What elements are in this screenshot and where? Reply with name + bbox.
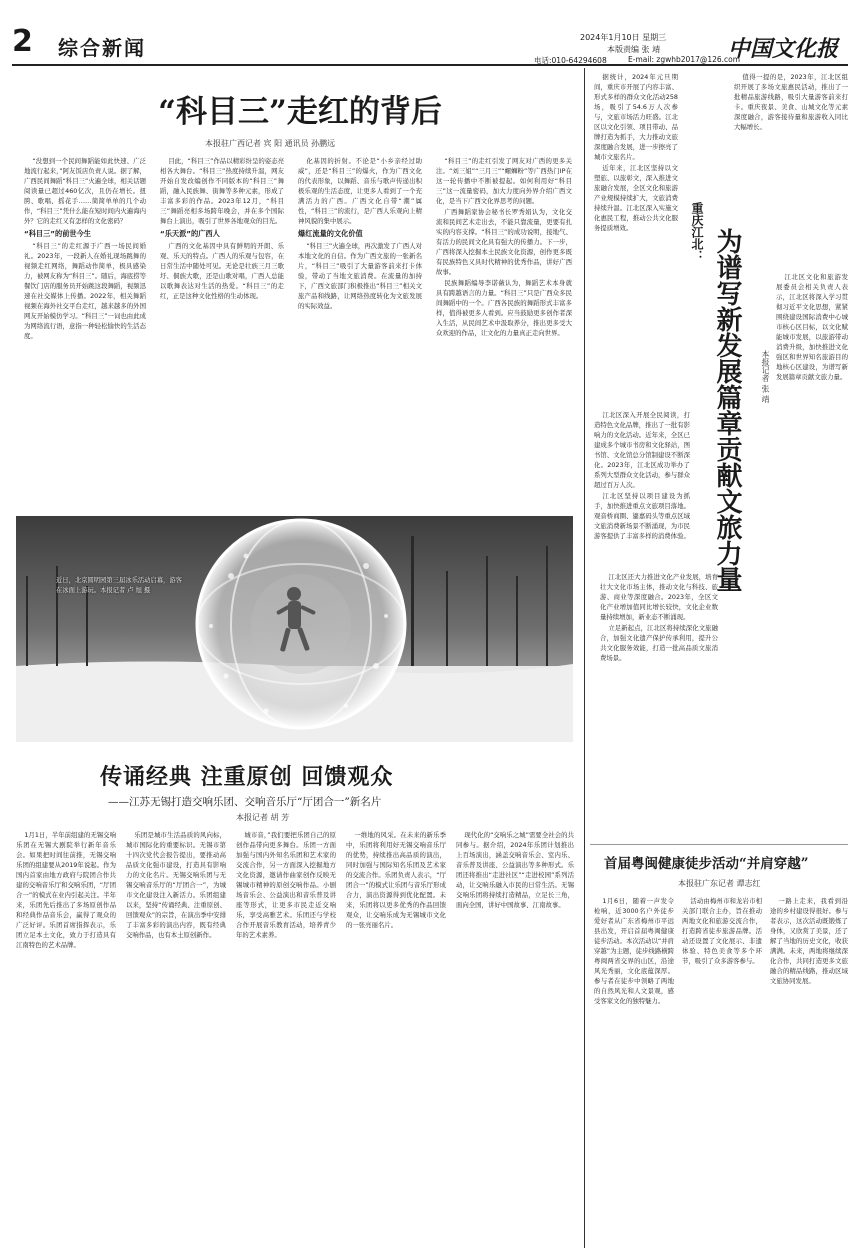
article1-col4c-text: 民族舞蹈编导李诺薇认为，舞蹈艺术本身就具有跨越语言的力量。“科目三”只是广西众多民间舞蹈中的一个。广西各民族的舞蹈形式丰富多样，值得被更多人看到。应当鼓励更多创作者深入生活，从民间艺术中汲取养分，推出更多受大众欢迎的作品，让文化的力量真正走向世界。 [436, 279, 572, 337]
email-line: E-mail: zgwhb2017@126.com [628, 55, 741, 64]
article2-col2-text: 乐团是城市生活品质的风向标，城市国际化的重要标识。无锡市第十四次党代会报告提出，要推动高品质文化强市建设，打造具有影响力的文化名片。无锡交响乐团与无锡交响音乐厅的“厅团合一”，为城市文化建设注入新活力。乐团组建以来，坚持“传诵经典、注重原创、回馈观众”的宗旨，在演出季中安排了丰富多彩的演出内容，既有经典交响作品，也有本土原创新作。 [126, 831, 226, 939]
article1-subhead-3: 爆红流量的文化价值 [298, 229, 363, 238]
article3-byline: 本报记者 张 靖 [761, 350, 770, 404]
newspaper-logo: 中国文化报 [728, 36, 839, 62]
date-line: 2024年1月10日 星期三 [580, 33, 667, 42]
news-photo [16, 516, 573, 742]
article1-subhead-2: “乐天派”的广西人 [160, 229, 220, 238]
article3-title-small: 重庆江北： [690, 202, 704, 262]
article4-column-2 [682, 896, 762, 1248]
article2-column-3 [236, 830, 336, 1248]
article3-col1-text: 据统计，2024年元旦期间，重庆市开展了内容丰富、形式多样的群众文化活动258场，吸引了54.6万人次参与，文旅市场活力旺盛。江北区以文化引领、项目带动、品牌打造为抓手，大力推动文旅深度融合发展，进一步擦亮了城市文旅名片。 [594, 73, 678, 161]
article1-col2b-text: 广西的文化基因中具有鲜明的开朗、乐观、乐天的特点。广西人的乐观与包容，在日常生活中随处可见。无论是壮族三月三歌圩、侗族大歌，还是山歌对唱，广西人总能以歌舞表达对生活的热爱。“科目三”的走红，正是这种文化性格的生动体现。 [160, 242, 284, 300]
article3-col2-text: 江北区深入开展全民阅读，打造特色文化品牌，推出了一批有影响力的文化活动。近年来，全区已建成多个城市书房和文化驿站，图书馆、文化馆总分馆制建设不断深化。2023年，江北区成功举办了系列大型群众文化活动，参与群众超过百万人次。 [594, 411, 690, 489]
editor-line: 本版责编 张 靖 [607, 45, 661, 54]
article2-col5-text: 现代化的“交响乐之城”需要全社会的共同参与。据介绍，2024年乐团计划推出上百场演出，涵盖交响音乐会、室内乐、音乐普及讲座、公益演出等多种形式。乐团还将推出“走进社区”“走进校园”系列活动，让交响乐融入市民的日常生活。无锡交响乐团将持续打造精品，立足长三角，面向全国，讲好中国故事、江南故事。 [456, 831, 574, 909]
article2-col3-text: 城市音，”我们要把乐团自己的原创作品带向更多舞台。乐团一方面加强与国内外知名乐团和艺术家的交流合作，另一方面深入挖掘地方文化资源，邀请作曲家创作反映无锡城市精神的原创交响作品。小剧场音乐会、公益演出和音乐普及讲座等形式，让更多市民走近交响乐，享受高雅艺术。乐团还与学校合作开展音乐教育活动，培养青少年的艺术素养。 [236, 831, 336, 939]
article4-top-rule [590, 844, 848, 845]
article4-title: 首届粤闽健康徒步活动“并肩穿越” [604, 856, 809, 872]
article3-col3b-text: 立足新起点，江北区将持续深化文旅融合，加强文化遗产保护传承利用，提升公共文化服务效能，打造一批高品质文旅消费场景。 [600, 624, 718, 662]
article1-col4-text: “科目三”的走红引发了网友对广西的更多关注。“刘三姐”“三月三”“螺蛳粉”等广西热门IP在这一轮传播中不断被提起。如何利用好“科目三”这一流量密码，加大力度向外界介绍广西文化，是当下广西文化界思考的问题。 [436, 157, 572, 205]
article3-col3-text: 江北区还大力推进文化产业发展，培育壮大文化市场主体，推动文化与科技、旅游、商业等深度融合。2023年，全区文化产业增加值同比增长较快，文化企业数量持续增加，新业态不断涌现。 [600, 573, 718, 621]
article1-col1b-text: “科目三”的走红源于广西一场民间婚礼。2023年，一段新人在婚礼现场跳舞的视频走红网络，舞蹈动作简单，极具感染力，被网友称为“科目三”。随后，海底捞等餐饮门店的服务员开始跳这段舞蹈，视频迅速在社交媒体上传播。2022年，相关舞蹈视频在海外社交平台走红，越来越多的外国网友开始模仿学习。“科目三”一词也由此成为网络流行语，意指一种轻松愉快的生活态度。 [24, 242, 146, 340]
article4-byline: 本报驻广东记者 谭志红 [678, 879, 761, 888]
article3-title: 为谱写新发展篇章贡献文旅力量 [712, 228, 742, 592]
article3-col4-text: 值得一提的是，2023年，江北区组织开展了多场文旅惠民活动，推出了一批精品旅游线路，吸引大量游客前来打卡。重庆夜景、美食、山城文化等元素深度融合，游客接待量和旅游收入同比大幅增长。 [734, 73, 848, 131]
main-column-divider [584, 68, 585, 1248]
article3-column-3 [600, 572, 718, 842]
article4-col2-text: 活动由梅州市和龙岩市相关部门联合主办，旨在推动两地文化和旅游交流合作，打造跨省徒步旅游品牌。活动还设置了文化展示、非遗体验、特色美食等多个环节，吸引了众多游客参与。 [682, 897, 762, 965]
article1-subhead-1: “科目三”的前世今生 [24, 229, 91, 238]
article2-subtitle: ——江苏无锡打造交响乐团、交响音乐厅“厅团合一”新名片 [108, 796, 382, 808]
article3-column-4 [776, 272, 848, 842]
page-number: 2 [12, 24, 33, 59]
article1-column-2 [160, 156, 284, 514]
phone-line: 电话:010-64294608 [534, 56, 607, 65]
article1-column-1 [24, 156, 146, 514]
article4-col3-text: 一路上走来，我看到沿途的乡村建设得很好。参与者表示，这次活动既锻炼了身体，又欣赏了美景，还了解了当地的历史文化，收获满满。未来，两地将继续深化合作，共同打造更多文旅融合的精品线路，推动区域文旅协同发展。 [770, 897, 848, 985]
article2-column-5 [456, 830, 574, 1248]
article2-col1-text: 1月1日，半年前组建的无锡交响乐团在无锡大剧院举行新年音乐会。如果把时间往前推，无锡交响乐团的组建要从2019年说起。作为国内首家由地方政府与院团合作共建的交响音乐厅和交响乐团，“厅团合一”的模式在业内引起关注。半年来，乐团先后推出了多场原创作品和经典作品音乐会，赢得了观众的广泛好评。乐团首席指挥表示，乐团立足本土文化，致力于打造具有江南特色的艺术品牌。 [16, 831, 116, 949]
article1-col4b-text: 广西舞蹈家协会秘书长罗秀娟认为，文化交流和民间艺术走出去，不能只靠流量，更要有扎实的内容支撑。“科目三”的成功说明，接地气、有活力的民间文化具有强大的传播力。下一步，广西将深入挖掘本土民族文化资源，创作更多既有民族特色又具时代精神的优秀作品，讲好广西故事。 [436, 208, 572, 276]
header-rule [12, 64, 848, 66]
snow-ball-photo [16, 516, 573, 742]
article2-byline: 本报记者 胡 芳 [236, 813, 290, 822]
article2-column-2 [126, 830, 226, 1248]
article3-col1b-text: 近年来，江北区坚持以文塑旅、以旅彰文，深入推进文旅融合发展，全区文化和旅游产业规模持续扩大，文旅消费持续升温。江北区深入实施文化惠民工程，推动公共文化服务提质增效。 [594, 164, 678, 232]
article3-column-4-top [734, 72, 848, 222]
article2-column-4 [346, 830, 446, 1248]
article1-col3b-text: “科目三”火遍全球，再次激发了广西人对本地文化的自信。作为广西文旅的一张新名片，“科目三”吸引了大量游客前来打卡体验，带动了当地文旅消费。在流量的加持下，广西文旅部门积极推出“科目三”相关文旅产品和线路，让网络热度转化为文旅发展的实际效益。 [298, 242, 422, 310]
article2-column-1 [16, 830, 116, 1248]
section-title: 综合新闻 [58, 36, 146, 60]
article3-col2b-text: 江北区坚持以项目建设为抓手，加快推进重点文旅项目落地。观音桥商圈、鎏嘉码头等重点区域文旅消费新场景不断涌现，为市民游客提供了丰富多样的消费体验。 [594, 492, 690, 540]
article4-column-1 [594, 896, 674, 1248]
article1-col2-text: 目此，“科目三”作品以精彩纷呈的姿态亮相各大舞台。“科目三”热度持续升温，网友开始自发改编创作不同版本的“科目三”舞蹈，融入民族舞、街舞等多种元素，形成了丰富多彩的作品。2023年12月，“科目三”舞蹈亮相多场跨年晚会，并在多个国际舞台上演出，吸引了世界各地观众的目光。 [160, 157, 284, 225]
article1-col3-text: 化基因的折射。不论是“小乡亲经过助威”，还是“科目三”的爆火，作为广西文化的代表形象，以舞蹈、音乐与歌声传递出积极乐观的生活态度，让更多人看到了一个充满活力的广西。广西文化自带“潮”属性，“科目三”的流行，是广西人乐观向上精神风貌的集中展示。 [298, 157, 422, 225]
article1-byline: 本报驻广西记者 宾 阳 通讯员 孙鹏远 [205, 139, 336, 148]
article1-column-4 [436, 156, 572, 514]
article1-column-3 [298, 156, 422, 514]
article1-title: “科目三”走红的背后 [158, 94, 442, 130]
article3-col4b-text: 江北区文化和旅游发展委员会相关负责人表示，江北区将深入学习贯彻习近平文化思想，紧紧围绕建设国际消费中心城市核心区目标，以文化赋能城市发展，以旅游带动消费升级，加快推进文化强区和世界知名旅游目的地核心区建设，为谱写新发展篇章贡献文旅力量。 [776, 273, 848, 381]
article4-col1-text: 1月6日，随着一声发令枪响，近3000名户外徒步爱好者从广东省梅州市平远县出发，开启首届粤闽健康徒步活动。本次活动以“并肩穿越”为主题，徒步线路横跨粤闽两省交界的山区，沿途风光秀丽，文化底蕴深厚。参与者在徒步中领略了两地的自然风光和人文景观，感受客家文化的独特魅力。 [594, 897, 674, 1005]
article4-column-3 [770, 896, 848, 1248]
article2-col4-text: 一维地的风采。在未来的新乐季中，乐团将利用好无锡交响音乐厅的优势，持续推出高品质的演出，同时加强与国际知名乐团及艺术家的交流合作。乐团负责人表示，“厅团合一”的模式让乐团与音乐厅形成合力，演出资源得到优化配置。未来，乐团将以更多优秀的作品回馈观众，让交响乐成为无锡城市文化的一张亮丽名片。 [346, 831, 446, 929]
article1-col1-text: “没想到一个民间舞蹈能如此快速、广泛地流行起来，”阿友饭店负责人说。据了解，广西民间舞蹈“科目三”火遍全球，相关话题阅读量已超过460亿次，且仍在增长。扭胯、歌唱、摇花手……简简单单的几个动作，“科目三”凭什么能在短时间内火遍海内外？它的走红又有怎样的文化密码？ [24, 157, 146, 225]
article2-title: 传诵经典 注重原创 回馈观众 [100, 764, 394, 790]
photo-caption: 近日，北京圆明园第三届冰乐活动启幕，游客在冰面上游玩。本报记者 卢 旭 摄 [56, 577, 182, 594]
